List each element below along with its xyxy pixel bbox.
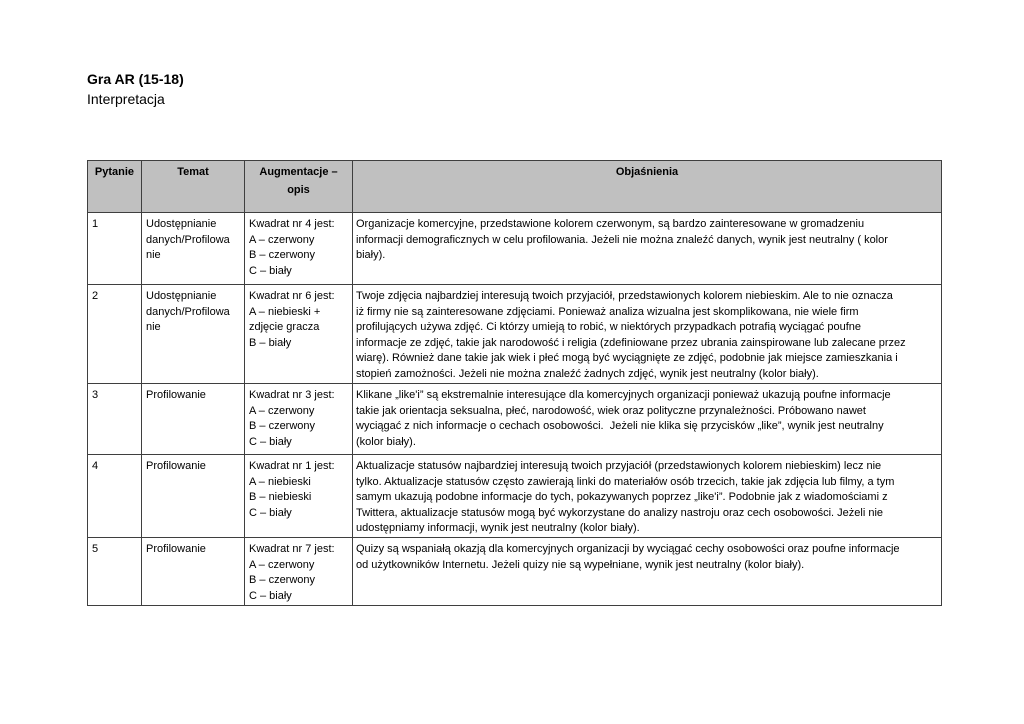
table-header (88, 161, 942, 213)
cell-line: wyciągać z nich informacje o cechach osobowości. Jeżeli nie klika się przycisków „like”, wynik jest neutralny (356, 420, 884, 432)
header-line: opis (287, 184, 310, 196)
cell-line: Quizy są wspaniałą okazją dla komercyjnych organizacji by wyciągać cechy osobowości oraz poufne informacje (356, 543, 900, 555)
cell-line: Twittera, aktualizacje statusów mogą być wykorzystane do analizy nastroju oraz cech osobowości. Jeżeli nie (356, 506, 884, 519)
header-line: Objaśnienia (615, 166, 679, 178)
cell-line: C – biały (249, 506, 292, 519)
header-pytanie (88, 161, 142, 213)
cell-line: Kwadrat nr 6 jest: (249, 290, 335, 302)
cell-line: 3 (92, 389, 99, 401)
cell-line: B – biały (249, 336, 292, 349)
document-title: Gra AR (15-18) (87, 71, 184, 87)
table-row (88, 213, 942, 285)
cell-line: nie (146, 321, 161, 333)
cell-line: stopień zamożności. Jeżeli nie można znaleźć żadnych zdjęć, wynik jest neutralny (kolor biały). (356, 367, 819, 380)
cell-line: Kwadrat nr 1 jest: (249, 460, 335, 472)
cell-line: Kwadrat nr 3 jest: (249, 389, 335, 401)
cell-line: Aktualizacje statusów najbardziej interesują twoich przyjaciół (przedstawionych kolorem niebieskim) lecz nie (356, 460, 882, 472)
cell-temat (142, 213, 245, 285)
cell-line: iż firmy nie są zainteresowane zdjęciami. Ponieważ analiza wizualna jest skomplikowana, nie wiele firm (356, 305, 859, 318)
cell-line: informacje ze zdjęć, takie jak narodowość i religia (zdefiniowane przez ubrania zainspirowane lub zalecane przez (356, 336, 906, 349)
cell-line: 2 (92, 290, 99, 302)
cell-line: danych/Profilowa (146, 233, 230, 246)
cell-line: A – niebieski + (249, 305, 321, 318)
cell-line: udostępniamy informacji, wynik jest neutralny (kolor biały). (356, 522, 640, 534)
cell-pytanie (88, 384, 142, 455)
cell-line: Twoje zdjęcia najbardziej interesują twoich przyjaciół, przedstawionych kolorem niebieskim. Ale to nie oznacza (356, 290, 893, 302)
cell-line: A – czerwony (249, 404, 315, 417)
header-line: Augmentacje – (259, 166, 338, 178)
cell-line: 5 (92, 543, 99, 555)
table-row (88, 285, 942, 384)
cell-line: Kwadrat nr 7 jest: (249, 543, 335, 555)
table-body (88, 213, 942, 606)
cell-line: tylko. Aktualizacje statusów często zawierają linki do materiałów osób trzecich, takie jak zdjęcia lub filmy, a tym (356, 475, 895, 488)
cell-line: danych/Profilowa (146, 305, 230, 318)
cell-objasnienia (353, 455, 942, 538)
cell-line: Profilowanie (146, 460, 206, 472)
cell-line: Klikane „like'i” są ekstremalnie interesujące dla komercyjnych organizacji ponieważ ukazują poufne informacje (356, 389, 891, 401)
cell-line: nie (146, 249, 161, 261)
cell-augmentacje (245, 455, 353, 538)
cell-line: 1 (92, 218, 99, 230)
table-container (87, 160, 941, 606)
cell-augmentacje (245, 384, 353, 455)
cell-line: B – czerwony (249, 574, 316, 586)
cell-line: takie jak orientacja seksualna, płeć, narodowość, wiek oraz polityczne przynależności. Próbowano nawet (356, 404, 866, 417)
cell-line: B – czerwony (249, 420, 316, 432)
cell-line: biały). (356, 249, 386, 261)
header-augmentacje (245, 161, 353, 213)
cell-line: A – czerwony (249, 233, 315, 246)
header-line: Temat (177, 166, 209, 178)
cell-line: profilujących używa zdjęć. Ci którzy umieją to robić, w niektórych przypadkach potrafią wyciągać poufne (356, 321, 862, 333)
cell-line: samym ukazują podobne informacje do tych, pokazywanych poprzez „like'i”. Podobnie jak z wiadomościami z (356, 491, 888, 503)
cell-line: zdjęcie gracza (249, 321, 320, 333)
cell-line: C – biały (249, 435, 292, 448)
cell-line: (kolor biały). (356, 435, 416, 448)
header-line: Pytanie (94, 166, 135, 178)
cell-objasnienia (353, 538, 942, 606)
cell-line: B – czerwony (249, 249, 316, 261)
cell-line: A – niebieski (249, 475, 311, 488)
cell-pytanie (88, 213, 142, 285)
cell-line: B – niebieski (249, 491, 312, 503)
cell-line: wiarę). Również dane takie jak wiek i płeć mogą być wyciągnięte ze zdjęć, podobnie jak miejsce zamieszkania i (356, 352, 898, 364)
interpretation-table (87, 160, 942, 606)
cell-objasnienia (353, 285, 942, 384)
table-row (88, 455, 942, 538)
cell-objasnienia (353, 384, 942, 455)
header-temat (142, 161, 245, 213)
cell-line: Udostępnianie (146, 218, 217, 230)
cell-line: C – biały (249, 264, 292, 277)
cell-augmentacje (245, 213, 353, 285)
document-subtitle: Interpretacja (87, 91, 165, 107)
cell-line: informacji demograficznych w celu profilowania. Jeżeli nie można znaleźć danych, wynik jest neutralny ( kolor (356, 233, 888, 246)
cell-pytanie (88, 538, 142, 606)
cell-objasnienia (353, 213, 942, 285)
header-objasnienia (353, 161, 942, 213)
cell-line: Organizacje komercyjne, przedstawione kolorem czerwonym, są bardzo zainteresowane w gromadzeniu (356, 218, 865, 230)
cell-temat (142, 455, 245, 538)
table-row (88, 538, 942, 606)
cell-line: Kwadrat nr 4 jest: (249, 218, 335, 230)
cell-line: od użytkowników Internetu. Jeżeli quizy nie są wypełniane, wynik jest neutralny (kolor biały). (356, 558, 805, 571)
cell-temat (142, 285, 245, 384)
cell-augmentacje (245, 285, 353, 384)
cell-line: Udostępnianie (146, 290, 217, 302)
cell-line: Profilowanie (146, 543, 206, 555)
cell-augmentacje (245, 538, 353, 606)
cell-line: A – czerwony (249, 558, 315, 571)
cell-pytanie (88, 455, 142, 538)
cell-temat (142, 384, 245, 455)
cell-line: Profilowanie (146, 389, 206, 401)
header-row (88, 161, 942, 213)
table-row (88, 384, 942, 455)
cell-line: 4 (92, 460, 99, 472)
cell-temat (142, 538, 245, 606)
cell-line: C – biały (249, 589, 292, 602)
cell-pytanie (88, 285, 142, 384)
